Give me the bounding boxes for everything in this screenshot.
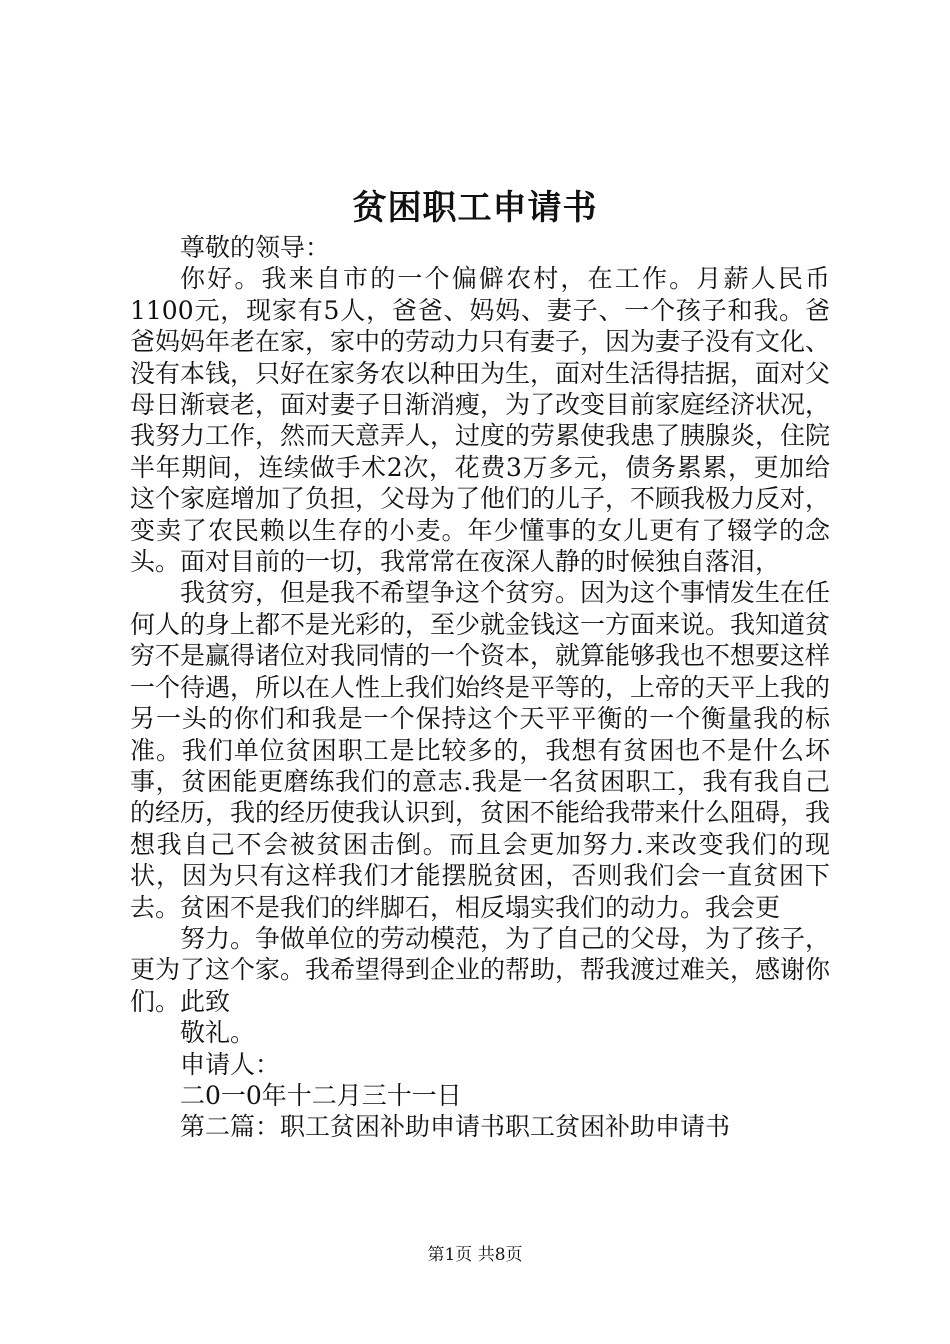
salutation: 尊敬的领导： bbox=[180, 233, 331, 262]
document-body bbox=[130, 232, 830, 1143]
document-title: 贫困职工申请书 bbox=[352, 188, 598, 228]
page-footer: 第1页 共8页 bbox=[427, 1245, 523, 1265]
paragraph-3: 努力。争做单位的劳动模范，为了自己的父母，为了孩子，更为了这个家。我希望得到企业的帮助，帮我渡过难关，感谢你们。此致 bbox=[130, 923, 831, 1016]
next-section-heading: 第二篇：职工贫困补助申请书职工贫困补助申请书 bbox=[180, 1112, 731, 1142]
applicant-label: 申请人： bbox=[180, 1049, 281, 1079]
closing: 敬礼。 bbox=[180, 1018, 256, 1048]
date: 二0一0年十二月三十一日 bbox=[180, 1080, 462, 1110]
paragraph-2: 我贫穷，但是我不希望争这个贫穷。因为这个事情发生在任何人的身上都不是光彩的，至少就金钱这一方面来说。我知道贫穷不是赢得诸位对我同情的一个资本，就算能够我也不想要这样一个待遇，所以在人性上我们始终是平等的，上帝的天平上我的另一头的你们和我是一个保持这个天平平衡的一个衡量我的标准。我们单位贫困职工是比较多的，我想有贫困也不是什么坏事，贫困能更磨练我们的意志.我是一名贫困职工，我有我自己的经历，我的经历使我认识到，贫困不能给我带来什么阻碍，我想我自己不会被贫困击倒。而且会更加努力.来改变我们的现状，因为只有这样我们才能摆脱贫困，否则我们会一直贫困下去。贫困不是我们的绊脚石，相反塌实我们的动力。我会更 bbox=[130, 578, 831, 922]
paragraph-1: 你好。我来自市的一个偏僻农村，在工作。月薪人民币1100元，现家有5人，爸爸、妈妈、妻子、一个孩子和我。爸爸妈妈年老在家，家中的劳动力只有妻子，因为妻子没有文化、没有本钱，只好在家务农以种田为生，面对生活得拮据，面对父母日渐衰老，面对妻子日渐消瘦，为了改变目前家庭经济状况，我努力工作，然而天意弄人，过度的劳累使我患了胰腺炎，住院半年期间，连续做手术2次，花费3万多元，债务累累，更加给这个家庭增加了负担，父母为了他们的儿子，不顾我极力反对，变卖了农民赖以生存的小麦。年少懂事的女儿更有了辍学的念头。面对目前的一切，我常常在夜深人静的时候独自落泪， bbox=[130, 264, 831, 577]
